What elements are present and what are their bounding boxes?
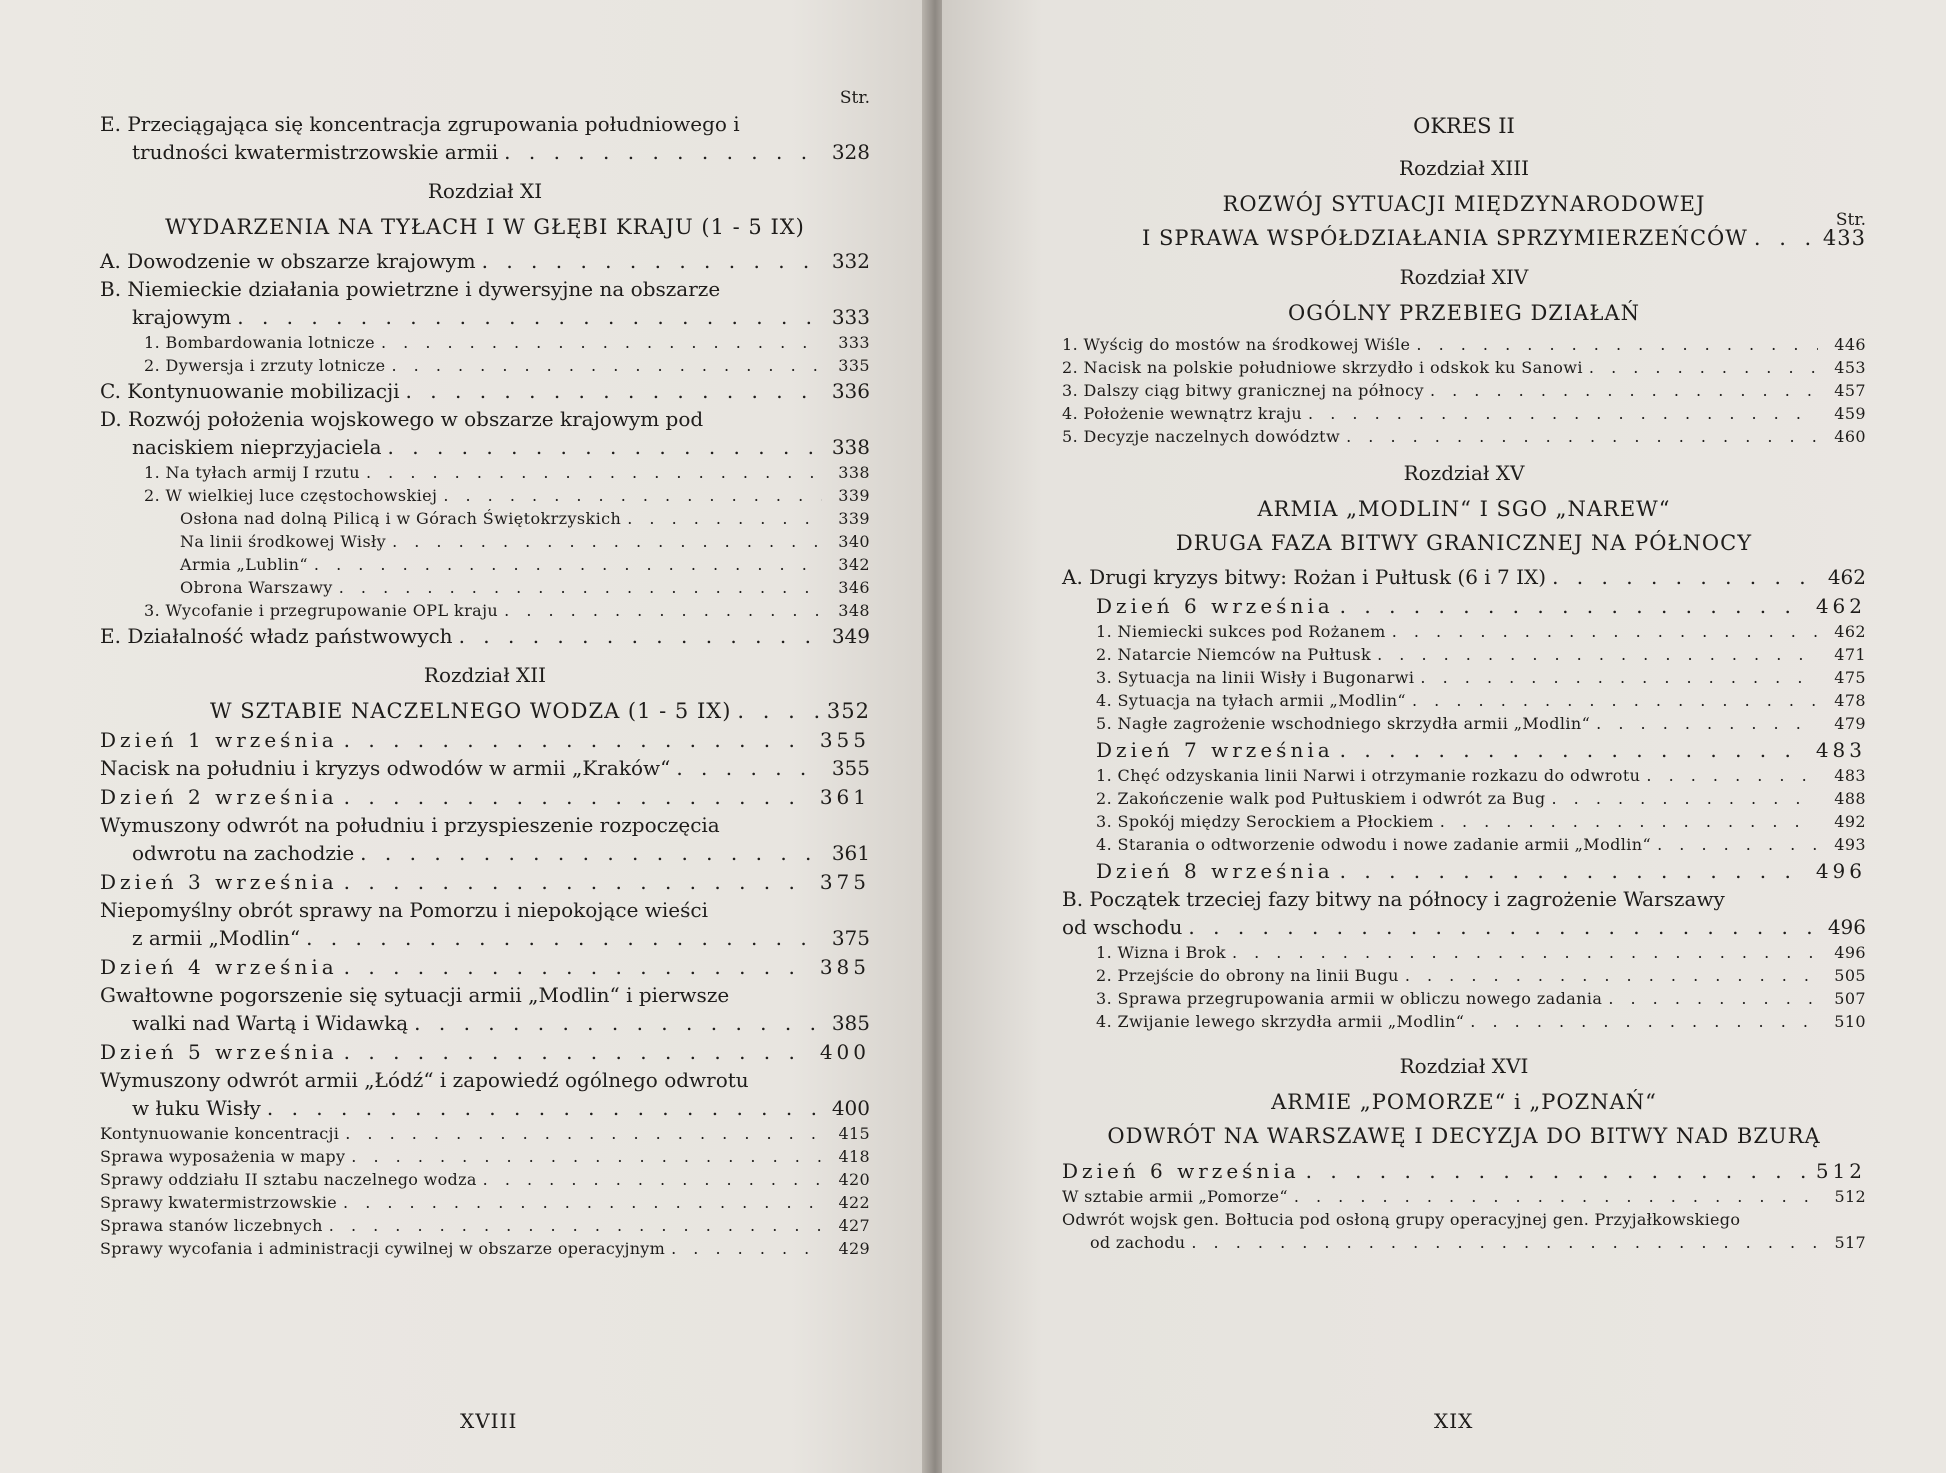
chapter-title: OGÓLNY PRZEBIEG DZIAŁAŃ [1288, 301, 1640, 325]
toc-entry: C. Kontynuowanie mobilizacji . . . 336 [100, 379, 870, 404]
chapter-title: DRUGA FAZA BITWY GRANICZNEJ NA PÓŁNOCY [1175, 531, 1753, 555]
toc-entry: Nacisk na południu i kryzys odwodów w armii „Kraków“ . . . 355 [100, 756, 870, 781]
toc-subentry: 4. Położenie wewnątrz kraju . . . 459 [1062, 404, 1866, 424]
chapter-label: Rozdział XI [427, 179, 543, 203]
chapter-title: ARMIA „MODLIN“ I SGO „NAREW“ [1257, 497, 1671, 521]
toc-subentry: W sztabie armii „Pomorze“ . . . 512 [1062, 1187, 1866, 1207]
toc-entry: Gwałtowne pogorszenie się sytuacji armii „Modlin“ i pierwsze walki nad Wartą i Widawką . . . 385 [100, 983, 870, 1036]
toc-subentry: 3. Spokój między Serockiem a Płockiem . . . 492 [1062, 812, 1866, 832]
chapter-label: Rozdział XIV [1399, 265, 1529, 289]
str-header: Str. [839, 88, 870, 108]
toc-subentry: 2. W wielkiej luce częstochowskiej . . . 339 [100, 486, 870, 506]
page-number: XVIII [460, 1409, 518, 1433]
toc-day: Dzień 8 września . . . 496 [1062, 858, 1866, 884]
toc-entry: Wymuszony odwrót na południu i przyspieszenie rozpoczęcia odwrotu na zachodzie . . . 361 [100, 813, 870, 866]
toc-subentry: 2. Natarcie Niemców na Pułtusk . . . 471 [1062, 645, 1866, 665]
toc-entry: B. Niemieckie działania powietrzne i dywersyjne na obszarze krajowym . . . 333 [100, 277, 870, 330]
toc-subentry: Na linii środkowej Wisły . . . 340 [100, 532, 870, 552]
toc-subentry: 3. Sprawa przegrupowania armii w obliczu nowego zadania . . . 507 [1062, 989, 1866, 1009]
toc-subentry: 2. Zakończenie walk pod Pułtuskiem i odwrót za Bug . . . 488 [1062, 789, 1866, 809]
toc-subentry: 2. Dywersja i zrzuty lotnicze . . . 335 [100, 356, 870, 376]
toc-subentry: 1. Na tyłach armij I rzutu . . . 338 [100, 463, 870, 483]
toc-day: Dzień 1 września . . . 355 [100, 727, 870, 753]
toc-subentry: Kontynuowanie koncentracji . . . 415 [100, 1124, 870, 1144]
chapter-title: WYDARZENIA NA TYŁACH I W GŁĘBI KRAJU (1 - 5 IX) [165, 215, 805, 239]
toc-day: Dzień 5 września . . . 400 [100, 1039, 870, 1065]
chapter-label: Rozdział XII [423, 663, 547, 687]
left-page [0, 0, 930, 1473]
chapter-label: Rozdział XVI [1399, 1054, 1529, 1078]
toc-subentry: Armia „Lublin“ . . . 342 [100, 555, 870, 575]
toc-entry: E. Przeciągająca się koncentracja zgrupowania południowego i trudności kwatermistrzowskie armii . . . 328 [100, 112, 870, 165]
toc-entry: A. Drugi kryzys bitwy: Rożan i Pułtusk (6 i 7 IX) . . . 462 [1062, 565, 1866, 590]
toc-entry: Niepomyślny obrót sprawy na Pomorzu i niepokojące wieści z armii „Modlin“ . . . 375 [100, 898, 870, 951]
toc-entry: B. Początek trzeciej fazy bitwy na północy i zagrożenie Warszawy od wschodu . . . 496 [1062, 887, 1866, 940]
toc-day: Dzień 6 września . . . 462 [1062, 593, 1866, 619]
chapter-title: ARMIE „POMORZE“ i „POZNAŃ“ [1271, 1090, 1657, 1114]
toc-entry: A. Dowodzenie w obszarze krajowym . . . 332 [100, 249, 870, 274]
toc-day: Dzień 2 września . . . 361 [100, 784, 870, 810]
toc-subentry: Odwrót wojsk gen. Bołtucia pod osłoną grupy operacyjnej gen. Przyjałkowskiego od zachodu . . . 517 [1062, 1210, 1866, 1253]
toc-day: Dzień 3 września . . . 375 [100, 869, 870, 895]
toc-subentry: Sprawy oddziału II sztabu naczelnego wodza . . . 420 [100, 1170, 870, 1190]
toc-subentry: 4. Sytuacja na tyłach armii „Modlin“ . . . 478 [1062, 691, 1866, 711]
toc-subentry: Sprawy wycofania i administracji cywilnej w obszarze operacyjnym . . . 429 [100, 1239, 870, 1259]
toc-subentry: 4. Zwijanie lewego skrzydła armii „Modlin“ . . . 510 [1062, 1012, 1866, 1032]
toc-subentry: Sprawa stanów liczebnych . . . 427 [100, 1216, 870, 1236]
toc-subentry: 2. Przejście do obrony na linii Bugu . . . 505 [1062, 966, 1866, 986]
chapter-title: ODWRÓT NA WARSZAWĘ I DECYZJA DO BITWY NAD BZURĄ [1107, 1124, 1821, 1148]
toc-entry: Wymuszony odwrót armii „Łódź“ i zapowiedź ogólnego odwrotu w łuku Wisły . . . 400 [100, 1068, 870, 1121]
toc-subentry: 3. Dalszy ciąg bitwy granicznej na północy . . . 457 [1062, 381, 1866, 401]
toc-subentry: 2. Nacisk na polskie południowe skrzydło i odskok ku Sanowi . . . 453 [1062, 358, 1866, 378]
period-title: OKRES II [1413, 114, 1515, 138]
toc-entry: D. Rozwój położenia wojskowego w obszarze krajowym pod naciskiem nieprzyjaciela . . . 338 [100, 407, 870, 460]
toc-subentry: 3. Sytuacja na linii Wisły i Bugonarwi . . . 475 [1062, 668, 1866, 688]
toc-subentry: 1. Bombardowania lotnicze . . . 333 [100, 333, 870, 353]
toc-subentry: 1. Wizna i Brok . . . 496 [1062, 943, 1866, 963]
chapter-title: W SZTABIE NACZELNEGO WODZA (1 - 5 IX) . . . 352 [100, 699, 870, 724]
toc-subentry: 1. Wyścig do mostów na środkowej Wiśle . . . 446 [1062, 335, 1866, 355]
toc-subentry: 1. Niemiecki sukces pod Rożanem . . . 462 [1062, 622, 1866, 642]
toc-subentry: Osłona nad dolną Pilicą i w Górach Świętokrzyskich . . . 339 [100, 509, 870, 529]
toc-subentry: 5. Nagłe zagrożenie wschodniego skrzydła armii „Modlin“ . . . 479 [1062, 714, 1866, 734]
toc-day: Dzień 4 września . . . 385 [100, 954, 870, 980]
toc-day: Dzień 6 września . . . 512 [1062, 1158, 1866, 1184]
toc-entry: E. Działalność władz państwowych . . . 349 [100, 624, 870, 649]
toc-subentry: 4. Starania o odtworzenie odwodu i nowe zadanie armii „Modlin“ . . . 493 [1062, 835, 1866, 855]
toc-subentry: 3. Wycofanie i przegrupowanie OPL kraju . . . 348 [100, 601, 870, 621]
toc-subentry: Sprawy kwatermistrzowskie . . . 422 [100, 1193, 870, 1213]
chapter-title: ROZWÓJ SYTUACJI MIĘDZYNARODOWEJ [1222, 192, 1706, 216]
str-header: Str. [1835, 210, 1866, 230]
toc-subentry: Sprawa wyposażenia w mapy . . . 418 [100, 1147, 870, 1167]
chapter-title: I SPRAWA WSPÓŁDZIAŁANIA SPRZYMIERZEŃCÓW . . . 433 [1062, 226, 1866, 251]
toc-subentry: 5. Decyzje naczelnych dowództw . . . 460 [1062, 427, 1866, 447]
right-page [942, 0, 1946, 1473]
toc-day: Dzień 7 września . . . 483 [1062, 737, 1866, 763]
toc-subentry: Obrona Warszawy . . . 346 [100, 578, 870, 598]
toc-subentry: 1. Chęć odzyskania linii Narwi i otrzymanie rozkazu do odwrotu . . . 483 [1062, 766, 1866, 786]
page-number: XIX [1434, 1409, 1474, 1433]
chapter-label: Rozdział XV [1403, 461, 1525, 485]
chapter-label: Rozdział XIII [1398, 156, 1530, 180]
